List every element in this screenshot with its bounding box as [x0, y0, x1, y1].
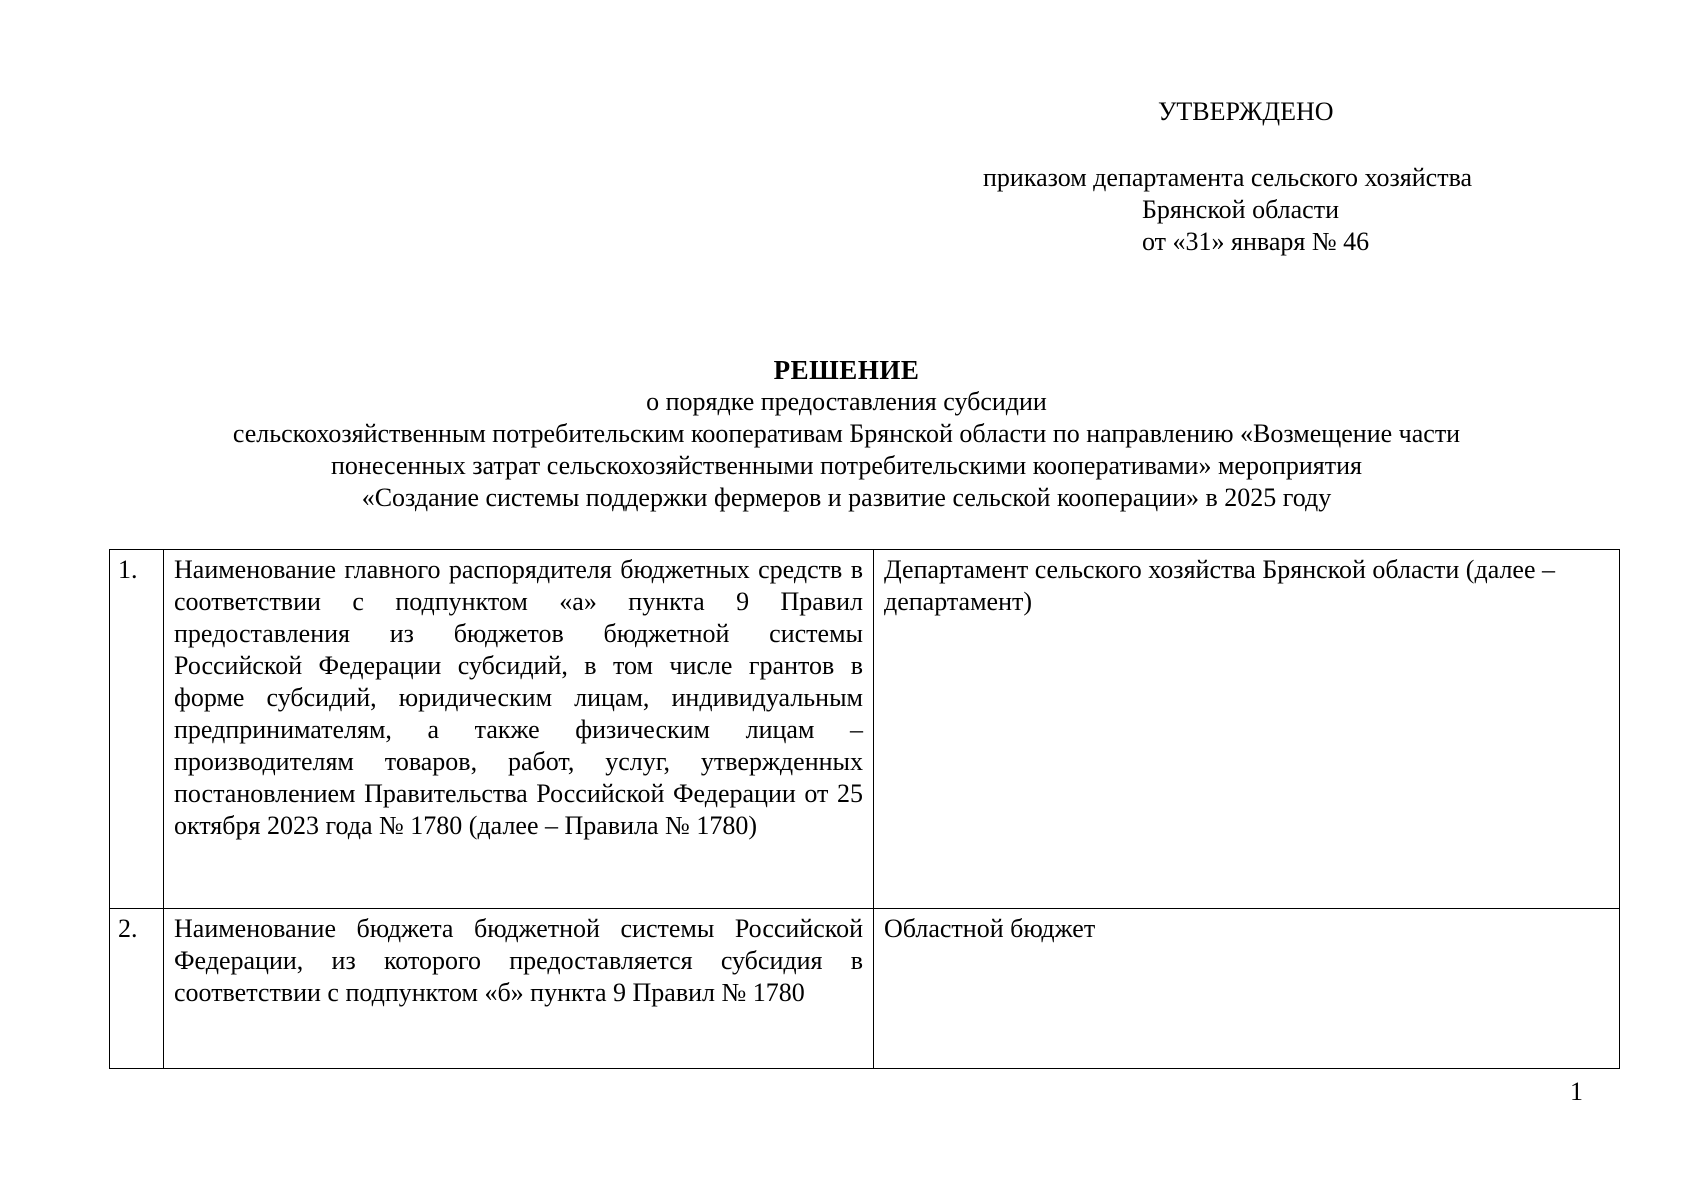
approval-title: УТВЕРЖДЕНО [1158, 97, 1334, 126]
row-number: 1. [110, 550, 164, 909]
table-row [110, 550, 1620, 909]
document-subtitle-line-1: о порядке предоставления субсидии [646, 387, 1047, 416]
approval-date-line: от «31» января № 46 [1142, 227, 1370, 256]
row-label: Наименование бюджета бюджетной системы Российской Федерации, из которого предоставляется субсидия в соответствии с подпунктом «б» пункта 9 Правил № 1780 [164, 909, 874, 1069]
row-value: Областной бюджет [874, 909, 1620, 1069]
document-subtitle-line-2: сельскохозяйственным потребительским кооперативам Брянской области по направлению «Возмещение части [232, 419, 1461, 448]
approval-block [0, 0, 1693, 300]
row-number: 2. [110, 909, 164, 1069]
document-subtitle-line-4: «Создание системы поддержки фермеров и развитие сельской кооперации» в 2025 году [361, 483, 1332, 512]
document-subtitle-line-3: понесенных затрат сельскохозяйственными потребительскими кооперативами» мероприятия [331, 451, 1362, 480]
approval-region-line: Брянской области [1142, 195, 1339, 224]
table-row [110, 909, 1620, 1069]
approval-order-line: приказом департамента сельского хозяйства [983, 163, 1473, 192]
document-heading [0, 354, 1693, 514]
document-title: РЕШЕНИЕ [773, 355, 920, 385]
page-number: 1 [1570, 1077, 1583, 1106]
row-value: Департамент сельского хозяйства Брянской области (далее – департамент) [874, 550, 1620, 909]
decision-table [109, 549, 1620, 1069]
row-label: Наименование главного распорядителя бюджетных средств в соответствии с подпунктом «а» пункта 9 Правил предоставления из бюджетов бюджетной системы Российской Федерации субсидий, в том числе грантов в форме субсидий, юридическим лицам, индивидуальным предпринимателям, а также физическим лицам – производителям товаров, работ, услуг, утвержденных постановлением Правительства Российской Федерации от 25 октября 2023 года № 1780 (далее – Правила № 1780) [164, 550, 874, 909]
